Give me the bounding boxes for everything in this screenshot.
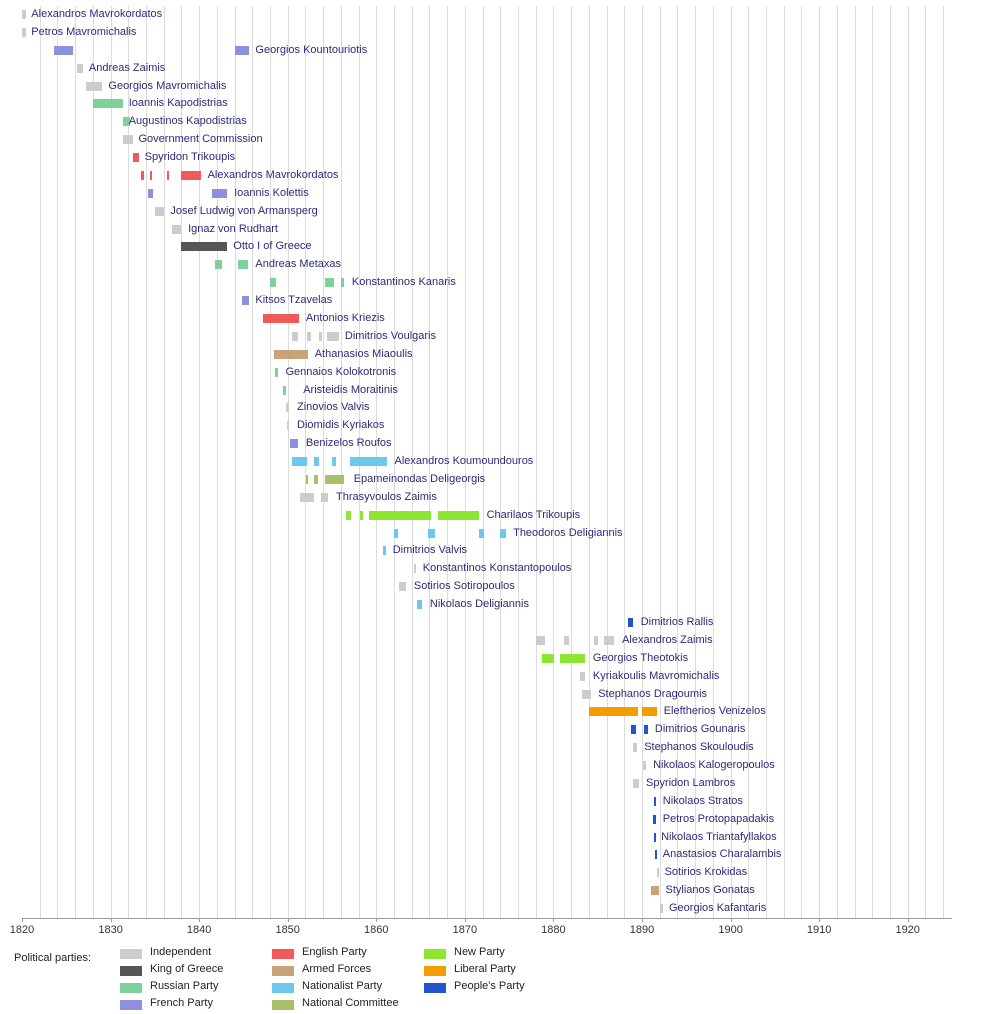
timeline-row[interactable] [22,578,952,595]
term-bar[interactable] [292,457,307,466]
row-label: Aristeidis Moraitinis [303,383,398,396]
row-label: Josef Ludwig von Armansperg [170,204,318,217]
timeline-row[interactable] [22,542,952,559]
term-bar[interactable] [123,135,133,144]
timeline-row[interactable] [22,24,952,41]
row-label: Konstantinos Kanaris [351,276,456,289]
term-bar[interactable] [306,475,308,484]
term-bar[interactable] [536,636,545,645]
legend-swatch [120,966,142,976]
term-bar[interactable] [417,600,422,609]
term-bar[interactable] [660,904,664,913]
legend-label: Armed Forces [302,963,372,975]
timeline-row[interactable] [22,686,952,703]
timeline-row[interactable] [22,78,952,95]
timeline-row[interactable] [22,238,952,255]
row-label: Nikolaos Deligiannis [429,598,529,611]
row-label: Athanasios Miaoulis [314,347,413,360]
row-label: Theodoros Deligiannis [513,526,623,539]
legend-swatch [272,983,294,993]
timeline-row[interactable] [22,42,952,59]
timeline-row[interactable] [22,882,952,899]
x-axis-tick [819,918,820,922]
legend-swatch [424,949,446,959]
term-bar[interactable] [654,833,656,842]
term-bar[interactable] [150,171,152,180]
term-bar[interactable] [292,332,298,341]
term-bar[interactable] [307,332,311,341]
term-bar[interactable] [580,672,585,681]
row-label: Otto I of Greece [233,240,312,253]
timeline-row[interactable] [22,113,952,130]
chart-plot-area [22,6,952,918]
row-label: Ioannis Kolettis [234,186,309,199]
timeline-row[interactable] [22,721,952,738]
timeline-row[interactable] [22,793,952,810]
legend-label: English Party [302,946,367,958]
timeline-row[interactable] [22,167,952,184]
x-axis-tick-label: 1920 [895,924,920,936]
row-label: Georgios Theotokis [592,651,689,664]
x-axis-tick-label: 1880 [541,924,566,936]
legend-title: Political parties: [14,952,92,964]
row-label: Georgios Mavromichalis [108,79,227,92]
x-axis-tick [553,918,554,922]
term-bar[interactable] [394,529,398,538]
term-bar[interactable] [332,457,336,466]
row-label: Eleftherios Venizelos [663,705,766,718]
x-axis-tick-label: 1850 [275,924,300,936]
term-bar[interactable] [633,743,637,752]
row-label: Charilaos Trikoupis [486,508,581,521]
timeline-row[interactable] [22,775,952,792]
term-bar[interactable] [300,493,314,502]
timeline-row[interactable] [22,292,952,309]
term-bar[interactable] [325,278,334,287]
term-bar[interactable] [242,296,249,305]
timeline-row[interactable] [22,650,952,667]
term-bar[interactable] [86,82,102,91]
term-bar[interactable] [582,690,591,699]
term-bar[interactable] [655,850,657,859]
row-label: Antonios Kriezis [305,312,385,324]
term-bar[interactable] [399,582,406,591]
row-label: Konstantinos Konstantopoulos [422,562,572,575]
row-label: Ignaz von Rudhart [188,222,278,235]
row-label: Stylianos Gonatas [665,884,755,897]
term-bar[interactable] [633,779,639,788]
row-label: Alexandros Mavrokordatos [207,168,339,181]
timeline-row[interactable] [22,453,952,470]
term-bar[interactable] [133,153,139,162]
legend-label: New Party [454,946,505,958]
timeline-row[interactable] [22,203,952,220]
legend-swatch [424,966,446,976]
x-axis-tick [199,918,200,922]
term-bar[interactable] [22,28,26,37]
timeline-row[interactable] [22,149,952,166]
timeline-row[interactable] [22,614,952,631]
timeline-row[interactable] [22,846,952,863]
x-axis-tick [731,918,732,922]
term-bar[interactable] [290,439,298,448]
legend-swatch [120,949,142,959]
timeline-row[interactable] [22,900,952,917]
row-label: Dimitrios Gounaris [654,723,746,736]
row-label: Alexandros Koumoundouros [394,455,534,468]
term-bar[interactable] [479,529,484,538]
term-bar[interactable] [542,654,554,663]
x-axis-tick [465,918,466,922]
row-label: Epameinondas Deligeorgis [353,472,486,485]
row-label: Georgios Kafantaris [669,902,767,915]
term-bar[interactable] [651,886,659,895]
row-label: Alexandros Zaimis [622,633,713,646]
row-label: Stephanos Dragoumis [598,687,708,700]
row-label: Benizelos Roufos [305,437,392,450]
row-label: Dimitrios Rallis [640,616,714,628]
term-bar[interactable] [263,314,299,323]
term-bar[interactable] [270,278,276,287]
legend-swatch [120,983,142,993]
row-label: Petros Protopapadakis [662,812,775,825]
row-label: Andreas Zaimis [88,61,166,74]
timeline-row[interactable] [22,185,952,202]
term-bar[interactable] [594,636,598,645]
timeline-row[interactable] [22,346,952,363]
term-bar[interactable] [325,475,345,484]
x-axis-tick [908,918,909,922]
term-bar[interactable] [167,171,169,180]
x-axis-tick-label: 1820 [9,924,35,936]
row-label: Zinovios Valvis [297,401,370,414]
timeline-row[interactable] [22,60,952,77]
term-bar[interactable] [181,171,201,180]
x-axis-tick-label: 1910 [806,924,832,936]
timeline-row[interactable] [22,739,952,756]
row-label: Stephanos Skouloudis [644,741,754,754]
term-bar[interactable] [274,350,308,359]
timeline-row[interactable] [22,596,952,613]
row-label: Petros Mavromichalis [31,25,137,38]
term-bar[interactable] [283,386,286,395]
row-label: Gennaios Kolokotronis [285,365,397,378]
legend-label: Independent [150,946,212,958]
term-bar[interactable] [438,511,479,520]
legend-label: People's Party [454,980,525,992]
row-label: Kyriakoulis Mavromichalis [592,669,720,682]
timeline-row[interactable] [22,274,952,291]
legend-label: National Committee [302,997,399,1009]
term-bar[interactable] [564,636,569,645]
timeline-row[interactable] [22,382,952,399]
term-bar[interactable] [141,171,145,180]
term-bar[interactable] [369,511,431,520]
term-bar[interactable] [341,278,345,287]
timeline-row[interactable] [22,364,952,381]
row-label: Ioannis Kapodistrias [128,97,228,110]
timeline-row[interactable] [22,525,952,542]
term-bar[interactable] [155,207,164,216]
timeline-row[interactable] [22,632,952,649]
row-label: Spyridon Lambros [646,776,736,789]
term-bar[interactable] [500,529,505,538]
timeline-row[interactable] [22,757,952,774]
row-label: Nikolaos Kalogeropoulos [653,759,775,772]
row-label: Sotirios Krokidas [664,866,748,879]
term-bar[interactable] [657,868,659,877]
term-bar[interactable] [560,654,586,663]
term-bar[interactable] [212,189,227,198]
legend-swatch [120,1000,142,1010]
row-label: Spyridon Trikoupis [144,151,236,164]
term-bar[interactable] [589,707,639,716]
legend-swatch [424,983,446,993]
row-label: Andreas Metaxas [255,258,341,271]
term-bar[interactable] [54,46,74,55]
term-bar[interactable] [172,225,182,234]
legend-swatch [272,966,294,976]
timeline-row[interactable] [22,560,952,577]
x-axis-tick-label: 1860 [364,924,389,936]
x-axis-tick [111,918,112,922]
row-label: Government Commission [138,133,263,146]
timeline-row[interactable] [22,811,952,828]
term-bar[interactable] [642,707,657,716]
timeline-row[interactable] [22,417,952,434]
timeline-row[interactable] [22,471,952,488]
x-axis-tick-label: 1900 [718,924,743,936]
row-label: Diomidis Kyriakos [297,419,385,432]
term-bar[interactable] [321,493,328,502]
timeline-row[interactable] [22,668,952,685]
timeline-row[interactable] [22,507,952,524]
term-bar[interactable] [148,189,153,198]
x-axis-tick-label: 1870 [452,924,478,936]
timeline-row[interactable] [22,221,952,238]
row-label: Kitsos Tzavelas [255,294,333,307]
row-label: Sotirios Sotiropoulos [413,580,515,593]
term-bar[interactable] [428,529,435,538]
row-label: Alexandros Mavrokordatos [31,8,163,20]
x-axis-tick [22,918,23,922]
x-axis-tick-label: 1840 [186,924,212,936]
timeline-row[interactable] [22,95,952,112]
term-bar[interactable] [319,332,323,341]
row-label: Nikolaos Stratos [662,794,743,807]
term-bar[interactable] [235,46,249,55]
row-label: Georgios Kountouriotis [255,43,368,56]
timeline-row[interactable] [22,6,952,23]
legend-label: King of Greece [150,963,224,975]
row-label: Dimitrios Voulgaris [344,329,436,342]
legend-label: French Party [150,997,213,1009]
term-bar[interactable] [181,242,227,251]
timeline-row[interactable] [22,435,952,452]
term-bar[interactable] [93,99,123,108]
x-axis-tick-label: 1830 [98,924,123,936]
row-label: Nikolaos Triantafyllakos [661,830,777,843]
term-bar[interactable] [275,368,278,377]
term-bar[interactable] [286,403,289,412]
timeline-row[interactable] [22,131,952,148]
term-bar[interactable] [383,546,386,555]
legend-label: Nationalist Party [302,980,383,992]
x-axis-tick [376,918,377,922]
x-axis-tick [288,918,289,922]
term-bar[interactable] [314,457,318,466]
timeline-row[interactable] [22,829,952,846]
term-bar[interactable] [238,260,248,269]
term-bar[interactable] [350,457,387,466]
term-bar[interactable] [77,64,83,73]
timeline-row[interactable] [22,864,952,881]
x-axis-line [22,918,952,919]
legend-label: Russian Party [150,980,219,992]
term-bar[interactable] [414,564,417,573]
timeline-row[interactable] [22,310,952,327]
term-bar[interactable] [327,332,339,341]
term-bar[interactable] [215,260,222,269]
term-bar[interactable] [22,10,26,19]
row-label: Thrasyvoulos Zaimis [336,490,437,503]
term-bar[interactable] [360,511,363,520]
legend-swatch [272,949,294,959]
term-bar[interactable] [628,618,633,627]
row-label: Dimitrios Valvis [392,544,468,557]
x-axis-tick [642,918,643,922]
term-bar[interactable] [604,636,615,645]
term-bar[interactable] [643,761,646,770]
term-bar[interactable] [653,815,657,824]
timeline-row[interactable] [22,489,952,506]
term-bar[interactable] [654,797,656,806]
legend-label: Liberal Party [454,963,516,975]
timeline-row[interactable] [22,256,952,273]
term-bar[interactable] [631,725,635,734]
timeline-row[interactable] [22,328,952,345]
x-axis-tick-label: 1890 [629,924,655,936]
row-label: Augustinos Kapodistrias [128,115,247,128]
timeline-row[interactable] [22,703,952,720]
term-bar[interactable] [287,421,290,430]
row-label: Anastasios Charalambis [662,848,782,861]
chart-legend [0,938,1000,1010]
term-bar[interactable] [314,475,318,484]
timeline-row[interactable] [22,399,952,416]
term-bar[interactable] [346,511,350,520]
legend-swatch [272,1000,294,1010]
term-bar[interactable] [644,725,648,734]
